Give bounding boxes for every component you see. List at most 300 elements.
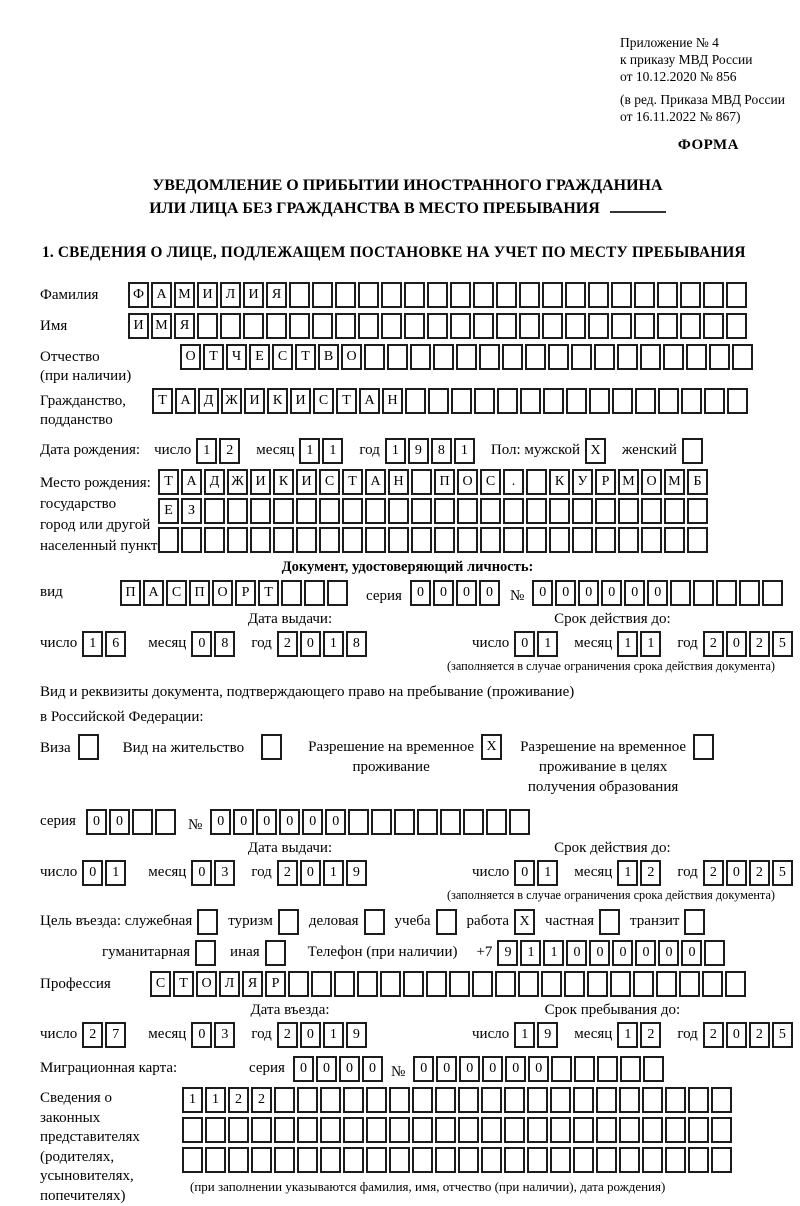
form-cell[interactable]: 0 [82, 860, 103, 886]
form-cell[interactable] [589, 388, 610, 414]
form-cell[interactable] [518, 971, 539, 997]
form-cell[interactable]: 1 [385, 438, 406, 464]
form-cell[interactable] [504, 1117, 525, 1143]
form-cell[interactable] [273, 527, 294, 553]
form-cell[interactable] [412, 1117, 433, 1143]
form-cell[interactable]: 0 [482, 1056, 503, 1082]
form-cell[interactable] [656, 971, 677, 997]
form-cell[interactable]: 1 [323, 1022, 344, 1048]
form-cell[interactable] [389, 1087, 410, 1113]
form-cell[interactable] [274, 1117, 295, 1143]
form-cell[interactable]: 0 [589, 940, 610, 966]
form-cell[interactable]: 0 [635, 940, 656, 966]
form-cell[interactable] [410, 344, 431, 370]
form-cell[interactable] [709, 344, 730, 370]
form-cell[interactable]: 0 [191, 631, 212, 657]
form-cell[interactable]: 0 [233, 809, 254, 835]
form-cell[interactable] [388, 498, 409, 524]
form-cell[interactable] [663, 344, 684, 370]
form-cell[interactable] [411, 498, 432, 524]
form-cell[interactable] [739, 580, 760, 606]
form-cell[interactable]: С [150, 971, 171, 997]
form-cell[interactable]: Ч [226, 344, 247, 370]
form-cell[interactable] [435, 1147, 456, 1173]
form-cell[interactable]: К [549, 469, 570, 495]
form-cell[interactable] [542, 282, 563, 308]
form-cell[interactable] [610, 971, 631, 997]
form-cell[interactable] [389, 1147, 410, 1173]
form-cell[interactable] [657, 313, 678, 339]
form-cell[interactable]: 0 [459, 1056, 480, 1082]
form-cell[interactable]: 0 [413, 1056, 434, 1082]
sex-male-checkbox[interactable]: X [585, 438, 606, 464]
form-cell[interactable]: С [166, 580, 187, 606]
form-cell[interactable]: 2 [640, 860, 661, 886]
form-cell[interactable]: 0 [300, 860, 321, 886]
form-cell[interactable]: И [128, 313, 149, 339]
form-cell[interactable]: . [503, 469, 524, 495]
form-cell[interactable] [594, 344, 615, 370]
form-cell[interactable]: 0 [456, 580, 477, 606]
form-cell[interactable]: 0 [528, 1056, 549, 1082]
form-cell[interactable] [434, 498, 455, 524]
form-cell[interactable] [634, 313, 655, 339]
form-cell[interactable]: Е [249, 344, 270, 370]
form-cell[interactable] [404, 282, 425, 308]
form-cell[interactable] [228, 1117, 249, 1143]
form-cell[interactable]: С [272, 344, 293, 370]
form-cell[interactable] [564, 971, 585, 997]
form-cell[interactable]: С [480, 469, 501, 495]
form-cell[interactable]: 0 [555, 580, 576, 606]
form-cell[interactable] [394, 809, 415, 835]
form-cell[interactable] [619, 1147, 640, 1173]
form-cell[interactable] [266, 313, 287, 339]
form-cell[interactable] [526, 469, 547, 495]
form-cell[interactable]: 0 [279, 809, 300, 835]
form-cell[interactable] [611, 282, 632, 308]
form-cell[interactable] [440, 809, 461, 835]
purpose-business-checkbox[interactable] [364, 909, 385, 935]
form-cell[interactable]: 1 [514, 1022, 535, 1048]
form-cell[interactable]: О [212, 580, 233, 606]
form-cell[interactable] [573, 1147, 594, 1173]
form-cell[interactable] [572, 498, 593, 524]
form-cell[interactable] [588, 282, 609, 308]
form-cell[interactable] [473, 282, 494, 308]
form-cell[interactable] [693, 580, 714, 606]
form-cell[interactable]: 0 [726, 631, 747, 657]
form-cell[interactable]: Р [595, 469, 616, 495]
form-cell[interactable] [434, 527, 455, 553]
form-cell[interactable] [641, 527, 662, 553]
form-cell[interactable]: 2 [703, 1022, 724, 1048]
form-cell[interactable] [155, 809, 176, 835]
form-cell[interactable] [297, 1087, 318, 1113]
form-cell[interactable] [273, 498, 294, 524]
form-cell[interactable]: 0 [325, 809, 346, 835]
form-cell[interactable] [550, 1087, 571, 1113]
form-cell[interactable]: 0 [726, 1022, 747, 1048]
form-cell[interactable]: Т [173, 971, 194, 997]
form-cell[interactable] [588, 313, 609, 339]
form-cell[interactable] [435, 1117, 456, 1143]
form-cell[interactable] [573, 1117, 594, 1143]
form-cell[interactable] [319, 527, 340, 553]
form-cell[interactable]: 5 [772, 1022, 793, 1048]
form-cell[interactable] [319, 498, 340, 524]
form-cell[interactable] [711, 1117, 732, 1143]
form-cell[interactable] [687, 498, 708, 524]
form-cell[interactable] [334, 971, 355, 997]
form-cell[interactable]: 1 [82, 631, 103, 657]
form-cell[interactable]: 9 [537, 1022, 558, 1048]
form-cell[interactable]: Т [342, 469, 363, 495]
form-cell[interactable] [571, 344, 592, 370]
form-cell[interactable]: 0 [362, 1056, 383, 1082]
form-cell[interactable] [617, 344, 638, 370]
form-cell[interactable]: Д [204, 469, 225, 495]
form-cell[interactable] [486, 809, 507, 835]
form-cell[interactable] [680, 282, 701, 308]
form-cell[interactable] [405, 388, 426, 414]
purpose-private-checkbox[interactable] [599, 909, 620, 935]
form-cell[interactable] [289, 282, 310, 308]
form-cell[interactable] [509, 809, 530, 835]
form-cell[interactable] [481, 1117, 502, 1143]
form-cell[interactable] [542, 313, 563, 339]
form-cell[interactable]: Я [174, 313, 195, 339]
form-cell[interactable] [702, 971, 723, 997]
form-cell[interactable] [595, 527, 616, 553]
form-cell[interactable] [297, 1117, 318, 1143]
form-cell[interactable] [681, 388, 702, 414]
form-cell[interactable] [732, 344, 753, 370]
form-cell[interactable] [565, 313, 586, 339]
form-cell[interactable] [611, 313, 632, 339]
form-cell[interactable] [204, 527, 225, 553]
form-cell[interactable]: С [313, 388, 334, 414]
form-cell[interactable] [250, 498, 271, 524]
form-cell[interactable]: 0 [601, 580, 622, 606]
form-cell[interactable]: 0 [612, 940, 633, 966]
form-cell[interactable]: О [196, 971, 217, 997]
form-cell[interactable]: Т [152, 388, 173, 414]
form-cell[interactable] [541, 971, 562, 997]
form-cell[interactable] [527, 1087, 548, 1113]
form-cell[interactable] [343, 1147, 364, 1173]
form-cell[interactable]: 1 [105, 860, 126, 886]
form-cell[interactable]: О [457, 469, 478, 495]
form-cell[interactable] [596, 1147, 617, 1173]
form-cell[interactable] [665, 1087, 686, 1113]
form-cell[interactable]: Я [266, 282, 287, 308]
form-cell[interactable] [320, 1147, 341, 1173]
form-cell[interactable]: 0 [647, 580, 668, 606]
form-cell[interactable]: О [180, 344, 201, 370]
form-cell[interactable]: М [618, 469, 639, 495]
form-cell[interactable]: 8 [214, 631, 235, 657]
form-cell[interactable] [472, 971, 493, 997]
form-cell[interactable]: 9 [408, 438, 429, 464]
form-cell[interactable] [635, 388, 656, 414]
form-cell[interactable] [549, 498, 570, 524]
form-cell[interactable]: Т [336, 388, 357, 414]
form-cell[interactable] [551, 1056, 572, 1082]
form-cell[interactable] [519, 313, 540, 339]
form-cell[interactable]: Н [388, 469, 409, 495]
form-cell[interactable]: 0 [658, 940, 679, 966]
form-cell[interactable]: Р [265, 971, 286, 997]
form-cell[interactable] [366, 1087, 387, 1113]
form-cell[interactable]: 1 [617, 1022, 638, 1048]
form-cell[interactable]: З [181, 498, 202, 524]
form-cell[interactable] [411, 527, 432, 553]
form-cell[interactable]: 0 [316, 1056, 337, 1082]
form-cell[interactable] [335, 313, 356, 339]
form-cell[interactable] [311, 971, 332, 997]
form-cell[interactable] [358, 282, 379, 308]
form-cell[interactable] [525, 344, 546, 370]
form-cell[interactable]: П [434, 469, 455, 495]
purpose-humanitarian-checkbox[interactable] [195, 940, 216, 966]
form-cell[interactable]: 0 [726, 860, 747, 886]
form-cell[interactable]: 1 [454, 438, 475, 464]
purpose-tourism-checkbox[interactable] [278, 909, 299, 935]
residence-permit-checkbox[interactable] [261, 734, 282, 760]
purpose-other-checkbox[interactable] [265, 940, 286, 966]
form-cell[interactable] [665, 1147, 686, 1173]
form-cell[interactable]: 7 [105, 1022, 126, 1048]
form-cell[interactable] [504, 1147, 525, 1173]
form-cell[interactable]: 0 [436, 1056, 457, 1082]
form-cell[interactable] [634, 282, 655, 308]
form-cell[interactable] [704, 388, 725, 414]
form-cell[interactable]: 2 [228, 1087, 249, 1113]
form-cell[interactable] [297, 1147, 318, 1173]
form-cell[interactable] [433, 344, 454, 370]
form-cell[interactable] [205, 1147, 226, 1173]
form-cell[interactable]: Т [295, 344, 316, 370]
form-cell[interactable]: 2 [277, 860, 298, 886]
form-cell[interactable]: 3 [214, 1022, 235, 1048]
form-cell[interactable] [388, 527, 409, 553]
form-cell[interactable] [250, 527, 271, 553]
form-cell[interactable]: 0 [578, 580, 599, 606]
form-cell[interactable]: 0 [479, 580, 500, 606]
form-cell[interactable] [640, 344, 661, 370]
temp-permit-edu-checkbox[interactable] [693, 734, 714, 760]
form-cell[interactable] [481, 1147, 502, 1173]
form-cell[interactable] [574, 1056, 595, 1082]
form-cell[interactable] [417, 809, 438, 835]
form-cell[interactable]: 2 [640, 1022, 661, 1048]
form-cell[interactable] [389, 1117, 410, 1143]
form-cell[interactable] [495, 971, 516, 997]
form-cell[interactable]: И [290, 388, 311, 414]
form-cell[interactable]: С [319, 469, 340, 495]
form-cell[interactable] [504, 1087, 525, 1113]
form-cell[interactable] [497, 388, 518, 414]
form-cell[interactable] [357, 971, 378, 997]
form-cell[interactable] [679, 971, 700, 997]
form-cell[interactable] [633, 971, 654, 997]
form-cell[interactable]: 3 [214, 860, 235, 886]
form-cell[interactable]: 1 [640, 631, 661, 657]
sex-female-checkbox[interactable] [682, 438, 703, 464]
visa-checkbox[interactable] [78, 734, 99, 760]
form-cell[interactable] [251, 1117, 272, 1143]
form-cell[interactable] [404, 313, 425, 339]
form-cell[interactable] [481, 1087, 502, 1113]
form-cell[interactable] [703, 313, 724, 339]
form-cell[interactable]: 2 [749, 631, 770, 657]
form-cell[interactable]: 0 [339, 1056, 360, 1082]
form-cell[interactable]: Ж [221, 388, 242, 414]
form-cell[interactable]: 1 [520, 940, 541, 966]
form-cell[interactable] [312, 282, 333, 308]
form-cell[interactable]: И [250, 469, 271, 495]
form-cell[interactable] [411, 469, 432, 495]
form-cell[interactable] [480, 498, 501, 524]
form-cell[interactable]: Р [235, 580, 256, 606]
form-cell[interactable]: Б [687, 469, 708, 495]
form-cell[interactable]: А [175, 388, 196, 414]
form-cell[interactable] [281, 580, 302, 606]
form-cell[interactable]: А [151, 282, 172, 308]
form-cell[interactable] [380, 971, 401, 997]
form-cell[interactable] [227, 498, 248, 524]
form-cell[interactable] [572, 527, 593, 553]
form-cell[interactable]: 0 [624, 580, 645, 606]
form-cell[interactable]: О [341, 344, 362, 370]
form-cell[interactable] [641, 498, 662, 524]
form-cell[interactable]: 1 [182, 1087, 203, 1113]
form-cell[interactable]: 2 [251, 1087, 272, 1113]
temp-permit-checkbox[interactable]: X [481, 734, 502, 760]
form-cell[interactable]: К [267, 388, 288, 414]
form-cell[interactable]: 0 [433, 580, 454, 606]
form-cell[interactable] [387, 344, 408, 370]
form-cell[interactable]: 0 [300, 631, 321, 657]
form-cell[interactable] [619, 1087, 640, 1113]
form-cell[interactable]: 1 [322, 438, 343, 464]
form-cell[interactable]: 2 [749, 860, 770, 886]
form-cell[interactable] [550, 1117, 571, 1143]
form-cell[interactable]: М [664, 469, 685, 495]
form-cell[interactable] [371, 809, 392, 835]
form-cell[interactable]: 0 [514, 631, 535, 657]
form-cell[interactable] [343, 1117, 364, 1143]
form-cell[interactable] [205, 1117, 226, 1143]
form-cell[interactable]: И [296, 469, 317, 495]
form-cell[interactable]: Т [258, 580, 279, 606]
form-cell[interactable] [704, 940, 725, 966]
form-cell[interactable]: О [641, 469, 662, 495]
form-cell[interactable]: 1 [299, 438, 320, 464]
form-cell[interactable]: 2 [219, 438, 240, 464]
form-cell[interactable] [502, 344, 523, 370]
form-cell[interactable] [458, 1117, 479, 1143]
form-cell[interactable] [450, 313, 471, 339]
form-cell[interactable] [427, 313, 448, 339]
form-cell[interactable]: Е [158, 498, 179, 524]
form-cell[interactable] [565, 282, 586, 308]
form-cell[interactable]: А [143, 580, 164, 606]
form-cell[interactable]: В [318, 344, 339, 370]
form-cell[interactable] [680, 313, 701, 339]
form-cell[interactable] [727, 388, 748, 414]
form-cell[interactable]: А [181, 469, 202, 495]
form-cell[interactable] [220, 313, 241, 339]
form-cell[interactable] [458, 1087, 479, 1113]
form-cell[interactable]: М [174, 282, 195, 308]
form-cell[interactable] [612, 388, 633, 414]
form-cell[interactable] [526, 527, 547, 553]
form-cell[interactable] [711, 1087, 732, 1113]
form-cell[interactable]: 5 [772, 860, 793, 886]
form-cell[interactable] [132, 809, 153, 835]
form-cell[interactable]: 1 [537, 631, 558, 657]
form-cell[interactable] [573, 1087, 594, 1113]
purpose-transit-checkbox[interactable] [684, 909, 705, 935]
purpose-study-checkbox[interactable] [436, 909, 457, 935]
form-cell[interactable]: 1 [323, 860, 344, 886]
form-cell[interactable]: 0 [210, 809, 231, 835]
form-cell[interactable] [274, 1147, 295, 1173]
form-cell[interactable] [726, 313, 747, 339]
form-cell[interactable] [182, 1117, 203, 1143]
form-cell[interactable] [343, 1087, 364, 1113]
form-cell[interactable] [342, 527, 363, 553]
form-cell[interactable] [435, 1087, 456, 1113]
form-cell[interactable] [364, 344, 385, 370]
form-cell[interactable] [296, 498, 317, 524]
form-cell[interactable] [596, 1087, 617, 1113]
form-cell[interactable] [496, 313, 517, 339]
form-cell[interactable]: А [365, 469, 386, 495]
form-cell[interactable] [458, 1147, 479, 1173]
form-cell[interactable] [664, 498, 685, 524]
form-cell[interactable] [412, 1147, 433, 1173]
form-cell[interactable]: П [189, 580, 210, 606]
form-cell[interactable] [320, 1087, 341, 1113]
form-cell[interactable] [716, 580, 737, 606]
form-cell[interactable] [548, 344, 569, 370]
form-cell[interactable] [587, 971, 608, 997]
form-cell[interactable]: 2 [277, 1022, 298, 1048]
form-cell[interactable] [549, 527, 570, 553]
form-cell[interactable] [243, 313, 264, 339]
form-cell[interactable] [274, 1087, 295, 1113]
form-cell[interactable] [503, 527, 524, 553]
form-cell[interactable] [366, 1117, 387, 1143]
form-cell[interactable]: 0 [293, 1056, 314, 1082]
form-cell[interactable] [304, 580, 325, 606]
form-cell[interactable]: 0 [532, 580, 553, 606]
form-cell[interactable]: 1 [205, 1087, 226, 1113]
form-cell[interactable]: Д [198, 388, 219, 414]
form-cell[interactable] [619, 1117, 640, 1143]
form-cell[interactable] [657, 282, 678, 308]
form-cell[interactable] [688, 1117, 709, 1143]
form-cell[interactable] [403, 971, 424, 997]
form-cell[interactable] [457, 498, 478, 524]
form-cell[interactable]: 5 [772, 631, 793, 657]
form-cell[interactable] [688, 1147, 709, 1173]
form-cell[interactable]: 0 [256, 809, 277, 835]
form-cell[interactable]: Ж [227, 469, 248, 495]
